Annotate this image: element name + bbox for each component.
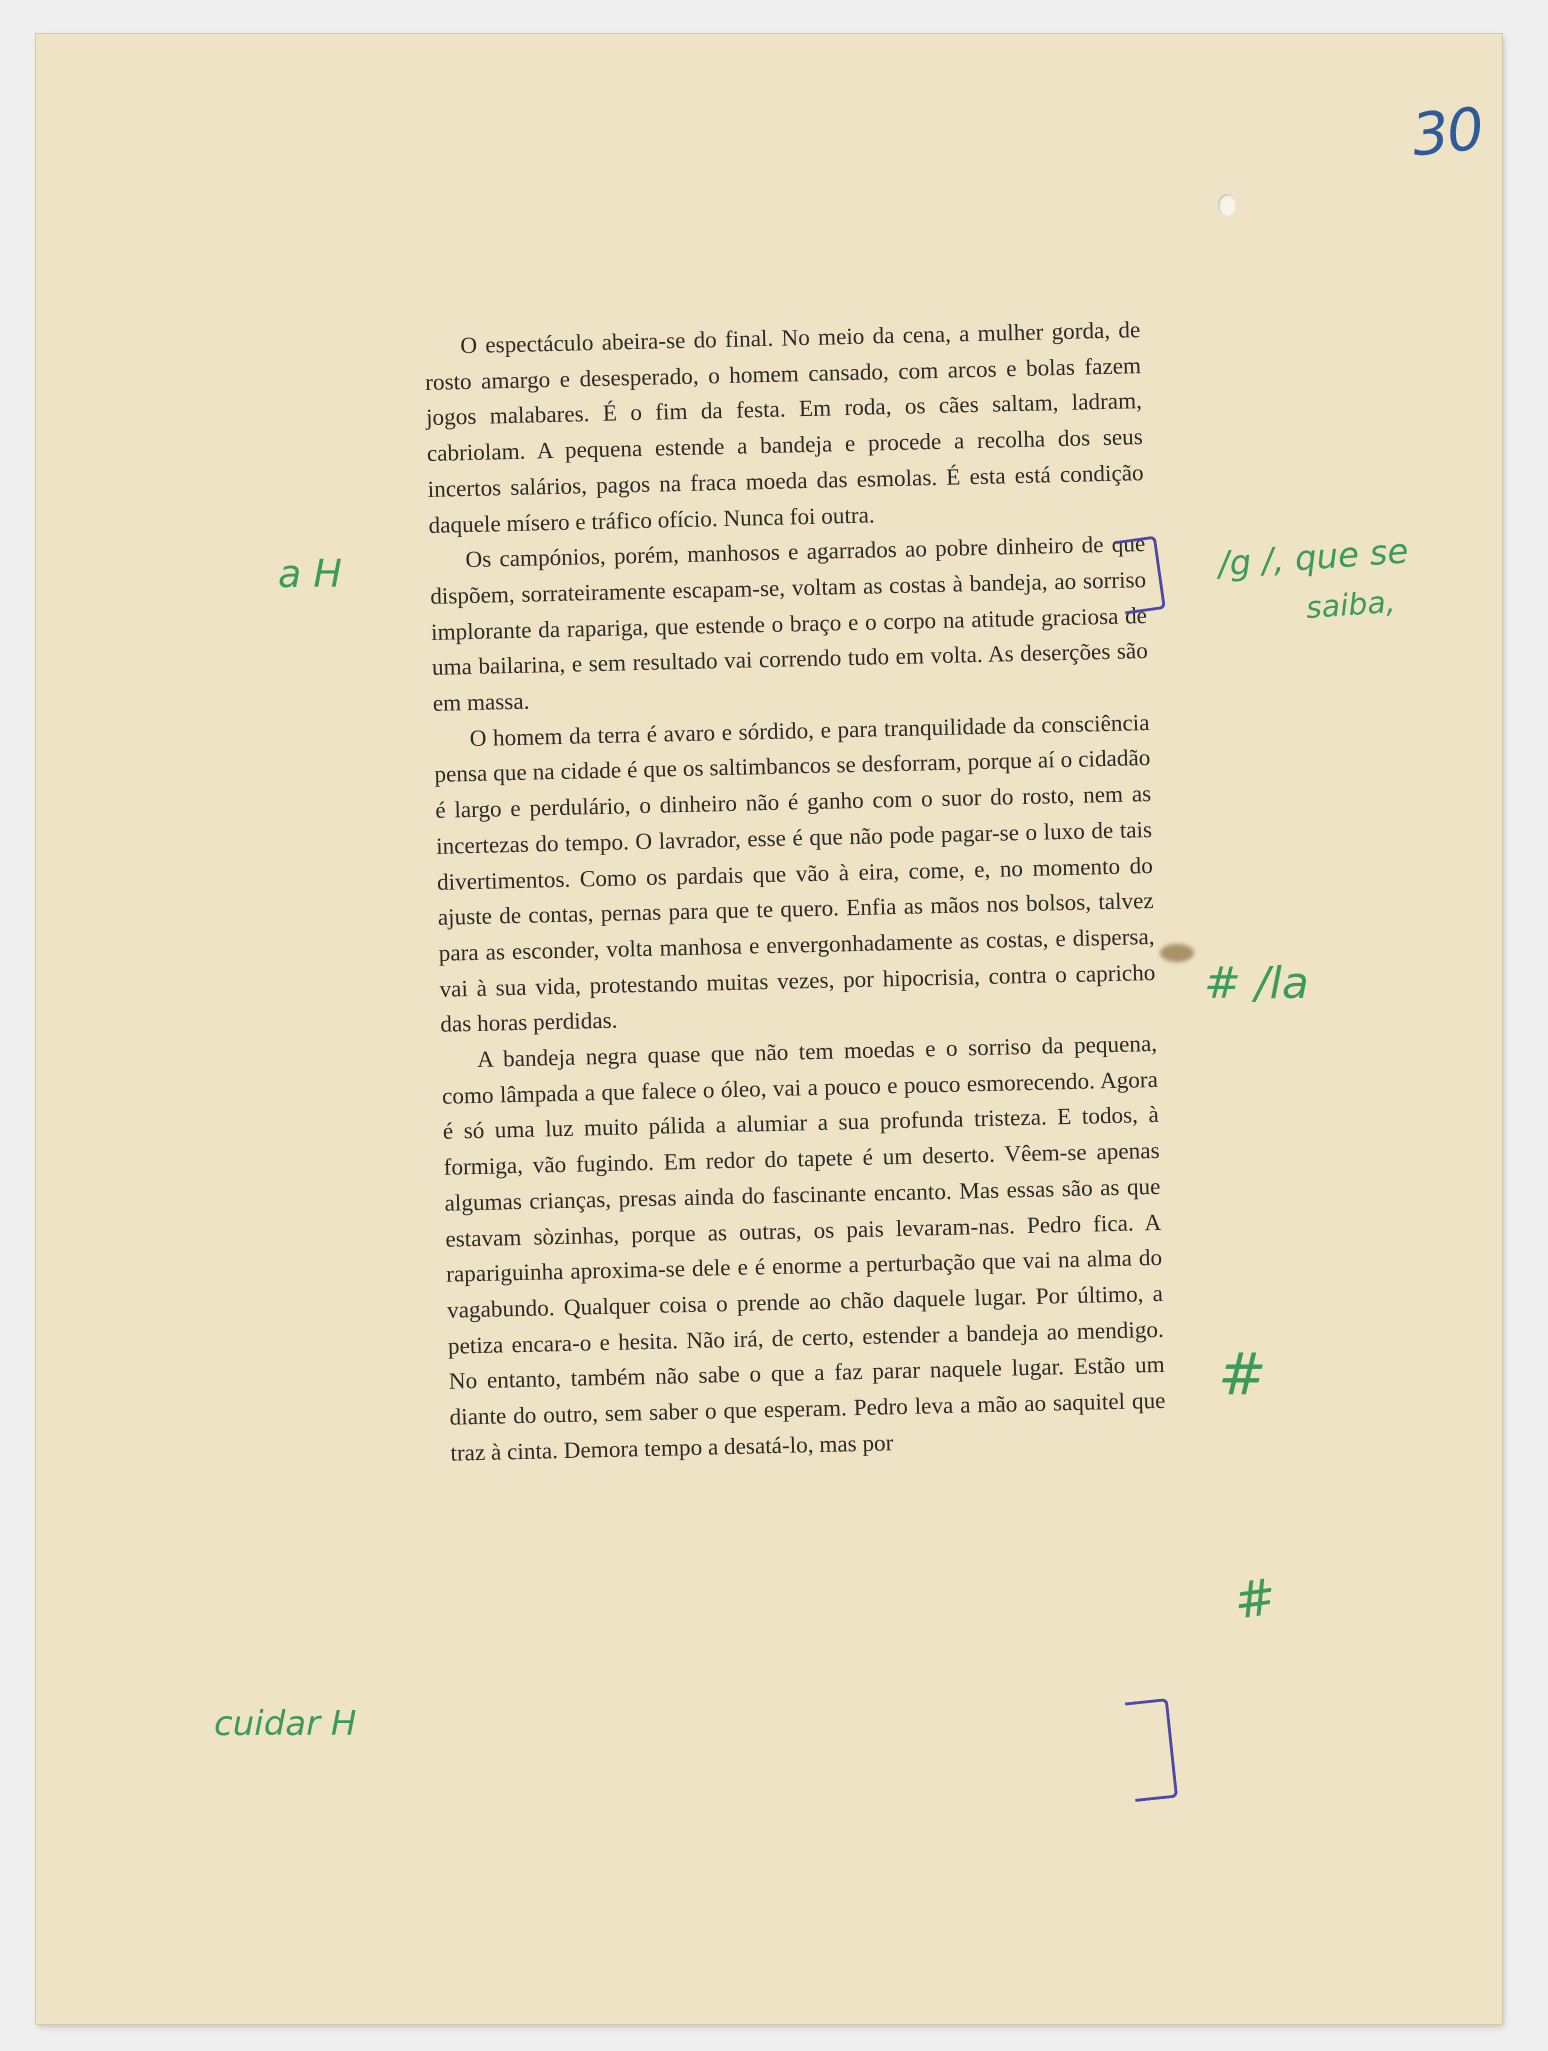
- typed-text-block: [424, 313, 1167, 1472]
- margin-annotation-right-3: #: [1218, 1340, 1267, 1408]
- page-number: 30: [1408, 94, 1486, 170]
- paragraph-4: A bandeja negra quase que não tem moedas e o sorriso da pequena, como lâmpada a que falece o óleo, vai a pouco e pouco esmorecendo. Agora é só uma luz muito pálida a alumiar a sua profunda tristeza. E todos, à formiga, vão fugindo. Em redor do tapete é um deserto. Vêem-se apenas algumas crianças, presas ainda do fascinante encanto. Mas essas são as que estavam sòzinhas, porque as outras, os pais levaram-nas. Pedro fica. A rapariguinha aproxima-se dele e é enorme a perturbação que vai na alma do vagabundo. Qualquer coisa o prende ao chão daquele lugar. Por último, a petiza encara-o e hesita. Não irá, de certo, estender a bandeja ao mendigo. No entanto, também não sabe o que a faz parar naquele lugar. Estão um diante do outro, sem saber o que esperam. Pedro leva a mão ao saquitel que traz à cinta. Demora tempo a desatá-lo, mas por: [441, 1030, 1166, 1467]
- margin-annotation-left-2: cuidar H: [214, 1704, 357, 1744]
- paragraph-2: Os campónios, porém, manhosos e agarrados ao pobre dinheiro de que dispõem, sorrateiramente escapam-se, voltam as costas à bandeja, ao sorriso implorante da rapariga, que estende o braço e o corpo na atitude graciosa de uma bailarina, e sem resultado vai correndo tudo em volta. As deserções são em massa.: [429, 531, 1149, 717]
- margin-annotation-right-4: #: [1230, 1567, 1280, 1631]
- margin-annotation-left-1: a H: [278, 552, 342, 596]
- margin-annotation-right-2: # /la: [1204, 958, 1309, 1009]
- ink-stain: [1160, 944, 1194, 962]
- margin-annotation-right-1a: /g /, que se: [1216, 531, 1410, 585]
- punch-hole: [1218, 194, 1236, 216]
- paragraph-1: O espectáculo abeira-se do final. No meio da cena, a mulher gorda, de rosto amargo e desesperado, o homem cansado, com arcos e bolas fazem jogos malabares. É o fim da festa. Em roda, os cães saltam, ladram, cabriolam. A pequena estende a bandeja e procede a recolha dos seus incertos salários, pagos na fraca moeda das esmolas. É esta está condição daquele mísero e tráfico ofício. Nunca foi outra.: [424, 317, 1144, 539]
- margin-annotation-right-1b: saiba,: [1304, 584, 1397, 627]
- paragraph-3: O homem da terra é avaro e sórdido, e para tranquilidade da consciência pensa que na cidade é que os saltimbancos se desforram, porque aí o cidadão é largo e perdulário, o dinheiro não é ganho com o suor do rosto, nem as incertezas do tempo. O lavrador, esse é que não pode pagar-se o luxo de tais divertimentos. Como os pardais que vão à eira, come, e, no momento do ajuste de contas, pernas para que te quero. Enfia as mãos nos bolsos, talvez para as esconder, volta manhosa e envergonhadamente as costas, e dispersa, vai à sua vida, protestando muitas vezes, por hipocrisia, contra o capricho das horas perdidas.: [434, 709, 1156, 1039]
